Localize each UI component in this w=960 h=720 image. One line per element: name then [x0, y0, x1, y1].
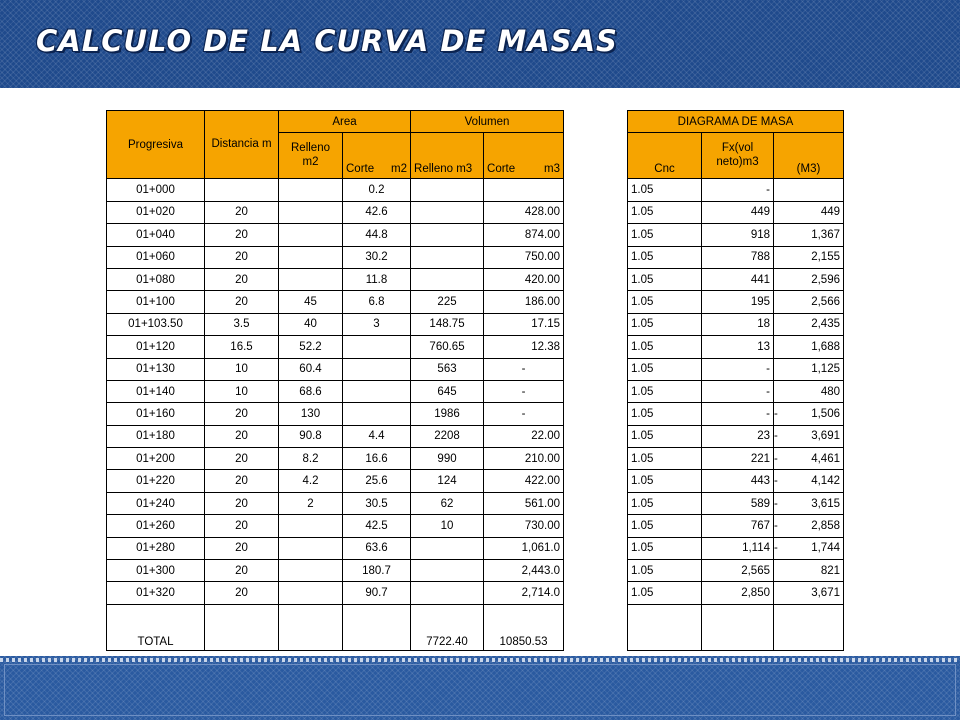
- cell-relleno-m2: 45: [279, 291, 343, 313]
- cell-corte-m2: 11.8: [343, 268, 411, 290]
- table-row: [628, 448, 844, 470]
- cell-relleno-m3: 1986: [411, 403, 484, 425]
- cell-corte-m2: [343, 403, 411, 425]
- cell-m3-value: 1,506: [811, 407, 840, 420]
- table-row: [107, 268, 564, 290]
- cell-fx-vol-neto: 449: [702, 201, 774, 223]
- cell-distancia: 20: [205, 492, 279, 514]
- cell-progresiva: 01+220: [107, 470, 205, 492]
- cell-m3-value: 4,461: [811, 452, 840, 465]
- cell-corte-m3: 12.38: [484, 336, 564, 358]
- table-row: [628, 582, 844, 604]
- table-row: [107, 224, 564, 246]
- cell-relleno-m3: [411, 201, 484, 223]
- cell-relleno-m2: [279, 515, 343, 537]
- cell-progresiva: 01+300: [107, 560, 205, 582]
- table-row: [107, 336, 564, 358]
- table-row: [628, 224, 844, 246]
- cell-cnc: 1.05: [628, 268, 702, 290]
- cell-corte-m3: 22.00: [484, 425, 564, 447]
- cell-relleno-m2: 8.2: [279, 448, 343, 470]
- cell-corte-m2: 0.2: [343, 179, 411, 201]
- table-row: [107, 582, 564, 604]
- cell-m3: 2,596: [774, 268, 844, 290]
- cell-relleno-m3: [411, 268, 484, 290]
- header-relleno-m2: Relleno m2: [279, 133, 343, 179]
- cell-m3-value: 1,744: [811, 542, 840, 555]
- cell-m3: 3,671: [774, 582, 844, 604]
- total-relleno-m3: 7722.40: [411, 604, 484, 650]
- table-row: [107, 179, 564, 201]
- cell-m3-value: 3,615: [811, 497, 840, 510]
- cell-progresiva: 01+140: [107, 380, 205, 402]
- cell-corte-m2: 3: [343, 313, 411, 335]
- cell-corte-m3: -: [484, 358, 564, 380]
- cell-progresiva: 01+120: [107, 336, 205, 358]
- table-row: [628, 470, 844, 492]
- cell-cnc: 1.05: [628, 515, 702, 537]
- cell-corte-m2: 25.6: [343, 470, 411, 492]
- table-row: [628, 425, 844, 447]
- cell-distancia: 20: [205, 448, 279, 470]
- cell-progresiva: 01+080: [107, 268, 205, 290]
- mass-diagram-table: [627, 110, 844, 651]
- cell-relleno-m3: 2208: [411, 425, 484, 447]
- cell-corte-m2: 90.7: [343, 582, 411, 604]
- cell-corte-m3: 422.00: [484, 470, 564, 492]
- cell-relleno-m2: [279, 582, 343, 604]
- cell-cnc: 1.05: [628, 201, 702, 223]
- footer-panel: [4, 664, 956, 716]
- cell-distancia: 20: [205, 403, 279, 425]
- cell-distancia: 20: [205, 537, 279, 559]
- table-row: [628, 358, 844, 380]
- cell-cnc: 1.05: [628, 313, 702, 335]
- cell-corte-m3: 874.00: [484, 224, 564, 246]
- cell-relleno-m2: [279, 201, 343, 223]
- cell-cnc: 1.05: [628, 403, 702, 425]
- cell-cnc: 1.05: [628, 380, 702, 402]
- cell-relleno-m3: [411, 246, 484, 268]
- header-m3: (M3): [774, 133, 844, 179]
- cell-fx-vol-neto: -: [702, 380, 774, 402]
- cell-corte-m2: 42.5: [343, 515, 411, 537]
- cell-cnc: 1.05: [628, 470, 702, 492]
- mass-diagram-title: DIAGRAMA DE MASA: [628, 111, 844, 133]
- cell-m3: 449: [774, 201, 844, 223]
- cell-m3: [774, 492, 844, 514]
- table-row: [107, 291, 564, 313]
- cell-progresiva: 01+260: [107, 515, 205, 537]
- cell-fx-vol-neto: 18: [702, 313, 774, 335]
- table-row: [628, 291, 844, 313]
- cell-corte-m3: 17.15: [484, 313, 564, 335]
- table-row: [628, 336, 844, 358]
- cell-distancia: 20: [205, 425, 279, 447]
- cell-corte-m2: [343, 380, 411, 402]
- cell-relleno-m3: [411, 560, 484, 582]
- cell-progresiva: 01+040: [107, 224, 205, 246]
- negative-sign: -: [774, 430, 778, 443]
- header-corte-m3-word: Corte: [487, 163, 516, 176]
- cell-fx-vol-neto: 441: [702, 268, 774, 290]
- negative-sign: -: [774, 542, 778, 555]
- cell-corte-m3: [484, 179, 564, 201]
- cell-corte-m2: [343, 358, 411, 380]
- table-row: [628, 246, 844, 268]
- page-title: CALCULO DE LA CURVA DE MASAS: [36, 24, 618, 58]
- cell-relleno-m3: 124: [411, 470, 484, 492]
- cell-cnc: 1.05: [628, 582, 702, 604]
- cell-m3-value: 3,691: [811, 430, 840, 443]
- cell-cnc: 1.05: [628, 448, 702, 470]
- table-row: [107, 246, 564, 268]
- cell-m3-value: 4,142: [811, 475, 840, 488]
- table-row: [107, 560, 564, 582]
- footer-divider: [0, 658, 960, 662]
- table-row: [628, 403, 844, 425]
- cell-relleno-m3: 225: [411, 291, 484, 313]
- cell-m3: 1,125: [774, 358, 844, 380]
- cell-m3: [774, 537, 844, 559]
- cell-relleno-m3: 148.75: [411, 313, 484, 335]
- table-row: [628, 268, 844, 290]
- cell-progresiva: 01+280: [107, 537, 205, 559]
- table-row: [107, 515, 564, 537]
- header-area: Area: [279, 111, 411, 133]
- negative-sign: -: [774, 497, 778, 510]
- total-empty-cell: [279, 604, 343, 650]
- cell-relleno-m2: [279, 537, 343, 559]
- cell-distancia: 20: [205, 515, 279, 537]
- cell-progresiva: 01+060: [107, 246, 205, 268]
- table-row: [107, 425, 564, 447]
- cell-fx-vol-neto: 589: [702, 492, 774, 514]
- cell-distancia: 20: [205, 291, 279, 313]
- mass-total-empty-cell: [702, 604, 774, 650]
- total-label: TOTAL: [107, 604, 205, 650]
- cell-m3: [774, 448, 844, 470]
- negative-sign: -: [774, 407, 778, 420]
- cell-distancia: [205, 179, 279, 201]
- cell-relleno-m3: 645: [411, 380, 484, 402]
- cell-relleno-m3: 563: [411, 358, 484, 380]
- cell-relleno-m2: 52.2: [279, 336, 343, 358]
- cell-cnc: 1.05: [628, 425, 702, 447]
- total-empty-cell: [205, 604, 279, 650]
- negative-sign: -: [774, 475, 778, 488]
- cell-fx-vol-neto: -: [702, 403, 774, 425]
- cell-relleno-m2: [279, 224, 343, 246]
- cell-relleno-m2: 60.4: [279, 358, 343, 380]
- header-fx-vol-neto: Fx(vol neto)m3: [702, 133, 774, 179]
- cell-cnc: 1.05: [628, 358, 702, 380]
- header-corte-m2-unit: m2: [391, 163, 408, 176]
- cell-corte-m3: 730.00: [484, 515, 564, 537]
- cell-corte-m2: 42.6: [343, 201, 411, 223]
- cell-fx-vol-neto: 767: [702, 515, 774, 537]
- cell-fx-vol-neto: 23: [702, 425, 774, 447]
- cell-distancia: 20: [205, 246, 279, 268]
- cell-relleno-m2: 90.8: [279, 425, 343, 447]
- table-row: [628, 492, 844, 514]
- cell-relleno-m3: [411, 537, 484, 559]
- cell-relleno-m3: 990: [411, 448, 484, 470]
- cell-fx-vol-neto: 2,850: [702, 582, 774, 604]
- cell-corte-m3: 750.00: [484, 246, 564, 268]
- cell-cnc: 1.05: [628, 246, 702, 268]
- cell-corte-m3: 1,061.0: [484, 537, 564, 559]
- table-row: [107, 448, 564, 470]
- cell-progresiva: 01+200: [107, 448, 205, 470]
- table-row: [628, 537, 844, 559]
- cell-cnc: 1.05: [628, 224, 702, 246]
- cell-progresiva: 01+100: [107, 291, 205, 313]
- cell-cnc: 1.05: [628, 291, 702, 313]
- table-row: [107, 403, 564, 425]
- header-volumen: Volumen: [411, 111, 564, 133]
- cell-m3: 821: [774, 560, 844, 582]
- cell-distancia: 20: [205, 582, 279, 604]
- header-corte-m3-unit: m3: [544, 163, 561, 176]
- cell-distancia: 10: [205, 358, 279, 380]
- cell-m3: [774, 515, 844, 537]
- header-cnc: Cnc: [628, 133, 702, 179]
- mass-total-empty-cell: [628, 604, 702, 650]
- cell-relleno-m2: [279, 268, 343, 290]
- header-progresiva: Progresiva: [107, 111, 205, 179]
- cell-cnc: 1.05: [628, 560, 702, 582]
- cell-distancia: 20: [205, 268, 279, 290]
- cell-m3: 1,688: [774, 336, 844, 358]
- cell-relleno-m3: 760.65: [411, 336, 484, 358]
- header-corte-m2: [343, 133, 411, 179]
- cell-m3: [774, 179, 844, 201]
- negative-sign: -: [774, 519, 778, 532]
- cell-corte-m3: 210.00: [484, 448, 564, 470]
- cell-corte-m3: -: [484, 403, 564, 425]
- mass-total-empty-cell: [774, 604, 844, 650]
- cell-fx-vol-neto: 195: [702, 291, 774, 313]
- cell-m3: [774, 425, 844, 447]
- cell-m3: 2,566: [774, 291, 844, 313]
- cell-progresiva: 01+000: [107, 179, 205, 201]
- cell-corte-m2: [343, 336, 411, 358]
- cell-fx-vol-neto: -: [702, 179, 774, 201]
- cell-progresiva: 01+160: [107, 403, 205, 425]
- cell-fx-vol-neto: 918: [702, 224, 774, 246]
- cell-m3: 480: [774, 380, 844, 402]
- cell-corte-m2: 16.6: [343, 448, 411, 470]
- cell-relleno-m2: 2: [279, 492, 343, 514]
- table-row: [628, 313, 844, 335]
- table-row: [107, 358, 564, 380]
- cell-progresiva: 01+020: [107, 201, 205, 223]
- table-row: [628, 179, 844, 201]
- header-corte-m3: [484, 133, 564, 179]
- cell-relleno-m2: [279, 560, 343, 582]
- table-row: [628, 515, 844, 537]
- cell-corte-m2: 6.8: [343, 291, 411, 313]
- cell-relleno-m2: 40: [279, 313, 343, 335]
- negative-sign: -: [774, 452, 778, 465]
- cell-cnc: 1.05: [628, 492, 702, 514]
- table-row: [628, 380, 844, 402]
- cell-corte-m3: 186.00: [484, 291, 564, 313]
- cell-distancia: 10: [205, 380, 279, 402]
- cell-distancia: 20: [205, 560, 279, 582]
- cell-progresiva: 01+180: [107, 425, 205, 447]
- cell-progresiva: 01+240: [107, 492, 205, 514]
- cell-fx-vol-neto: 221: [702, 448, 774, 470]
- cell-corte-m3: 561.00: [484, 492, 564, 514]
- table-row: [107, 380, 564, 402]
- cell-corte-m2: 30.2: [343, 246, 411, 268]
- cell-corte-m3: 2,714.0: [484, 582, 564, 604]
- cell-fx-vol-neto: 443: [702, 470, 774, 492]
- table-row: [628, 560, 844, 582]
- table-row: [107, 201, 564, 223]
- table-row: [107, 492, 564, 514]
- cell-fx-vol-neto: 13: [702, 336, 774, 358]
- cell-fx-vol-neto: -: [702, 358, 774, 380]
- cell-corte-m2: 63.6: [343, 537, 411, 559]
- header-relleno-m3: Relleno m3: [411, 133, 484, 179]
- cell-relleno-m3: 10: [411, 515, 484, 537]
- cell-m3-value: 2,858: [811, 519, 840, 532]
- cell-progresiva: 01+130: [107, 358, 205, 380]
- earthwork-table: [106, 110, 564, 651]
- cell-m3: [774, 403, 844, 425]
- cell-fx-vol-neto: 1,114: [702, 537, 774, 559]
- cell-m3: 2,435: [774, 313, 844, 335]
- table-row: [107, 313, 564, 335]
- table-row: [628, 201, 844, 223]
- cell-progresiva: 01+103.50: [107, 313, 205, 335]
- table-row: [107, 470, 564, 492]
- cell-corte-m2: 30.5: [343, 492, 411, 514]
- cell-progresiva: 01+320: [107, 582, 205, 604]
- total-corte-m3: 10850.53: [484, 604, 564, 650]
- cell-m3: 1,367: [774, 224, 844, 246]
- cell-relleno-m2: 68.6: [279, 380, 343, 402]
- cell-relleno-m2: 130: [279, 403, 343, 425]
- cell-distancia: 16.5: [205, 336, 279, 358]
- header-corte-m2-word: Corte: [346, 163, 375, 176]
- cell-relleno-m3: [411, 179, 484, 201]
- cell-relleno-m3: [411, 582, 484, 604]
- cell-m3: [774, 470, 844, 492]
- total-empty-cell: [343, 604, 411, 650]
- cell-relleno-m3: 62: [411, 492, 484, 514]
- cell-distancia: 3.5: [205, 313, 279, 335]
- cell-corte-m3: 420.00: [484, 268, 564, 290]
- cell-corte-m3: 428.00: [484, 201, 564, 223]
- cell-corte-m3: -: [484, 380, 564, 402]
- cell-m3: 2,155: [774, 246, 844, 268]
- cell-relleno-m2: [279, 246, 343, 268]
- cell-cnc: 1.05: [628, 537, 702, 559]
- cell-cnc: 1.05: [628, 336, 702, 358]
- cell-distancia: 20: [205, 201, 279, 223]
- cell-corte-m2: 180.7: [343, 560, 411, 582]
- cell-fx-vol-neto: 788: [702, 246, 774, 268]
- cell-cnc: 1.05: [628, 179, 702, 201]
- cell-relleno-m2: 4.2: [279, 470, 343, 492]
- cell-relleno-m3: [411, 224, 484, 246]
- cell-relleno-m2: [279, 179, 343, 201]
- cell-distancia: 20: [205, 224, 279, 246]
- cell-distancia: 20: [205, 470, 279, 492]
- table-row: [107, 537, 564, 559]
- header-distancia: Distancia m: [205, 111, 279, 179]
- cell-fx-vol-neto: 2,565: [702, 560, 774, 582]
- cell-corte-m2: 44.8: [343, 224, 411, 246]
- cell-corte-m2: 4.4: [343, 425, 411, 447]
- cell-corte-m3: 2,443.0: [484, 560, 564, 582]
